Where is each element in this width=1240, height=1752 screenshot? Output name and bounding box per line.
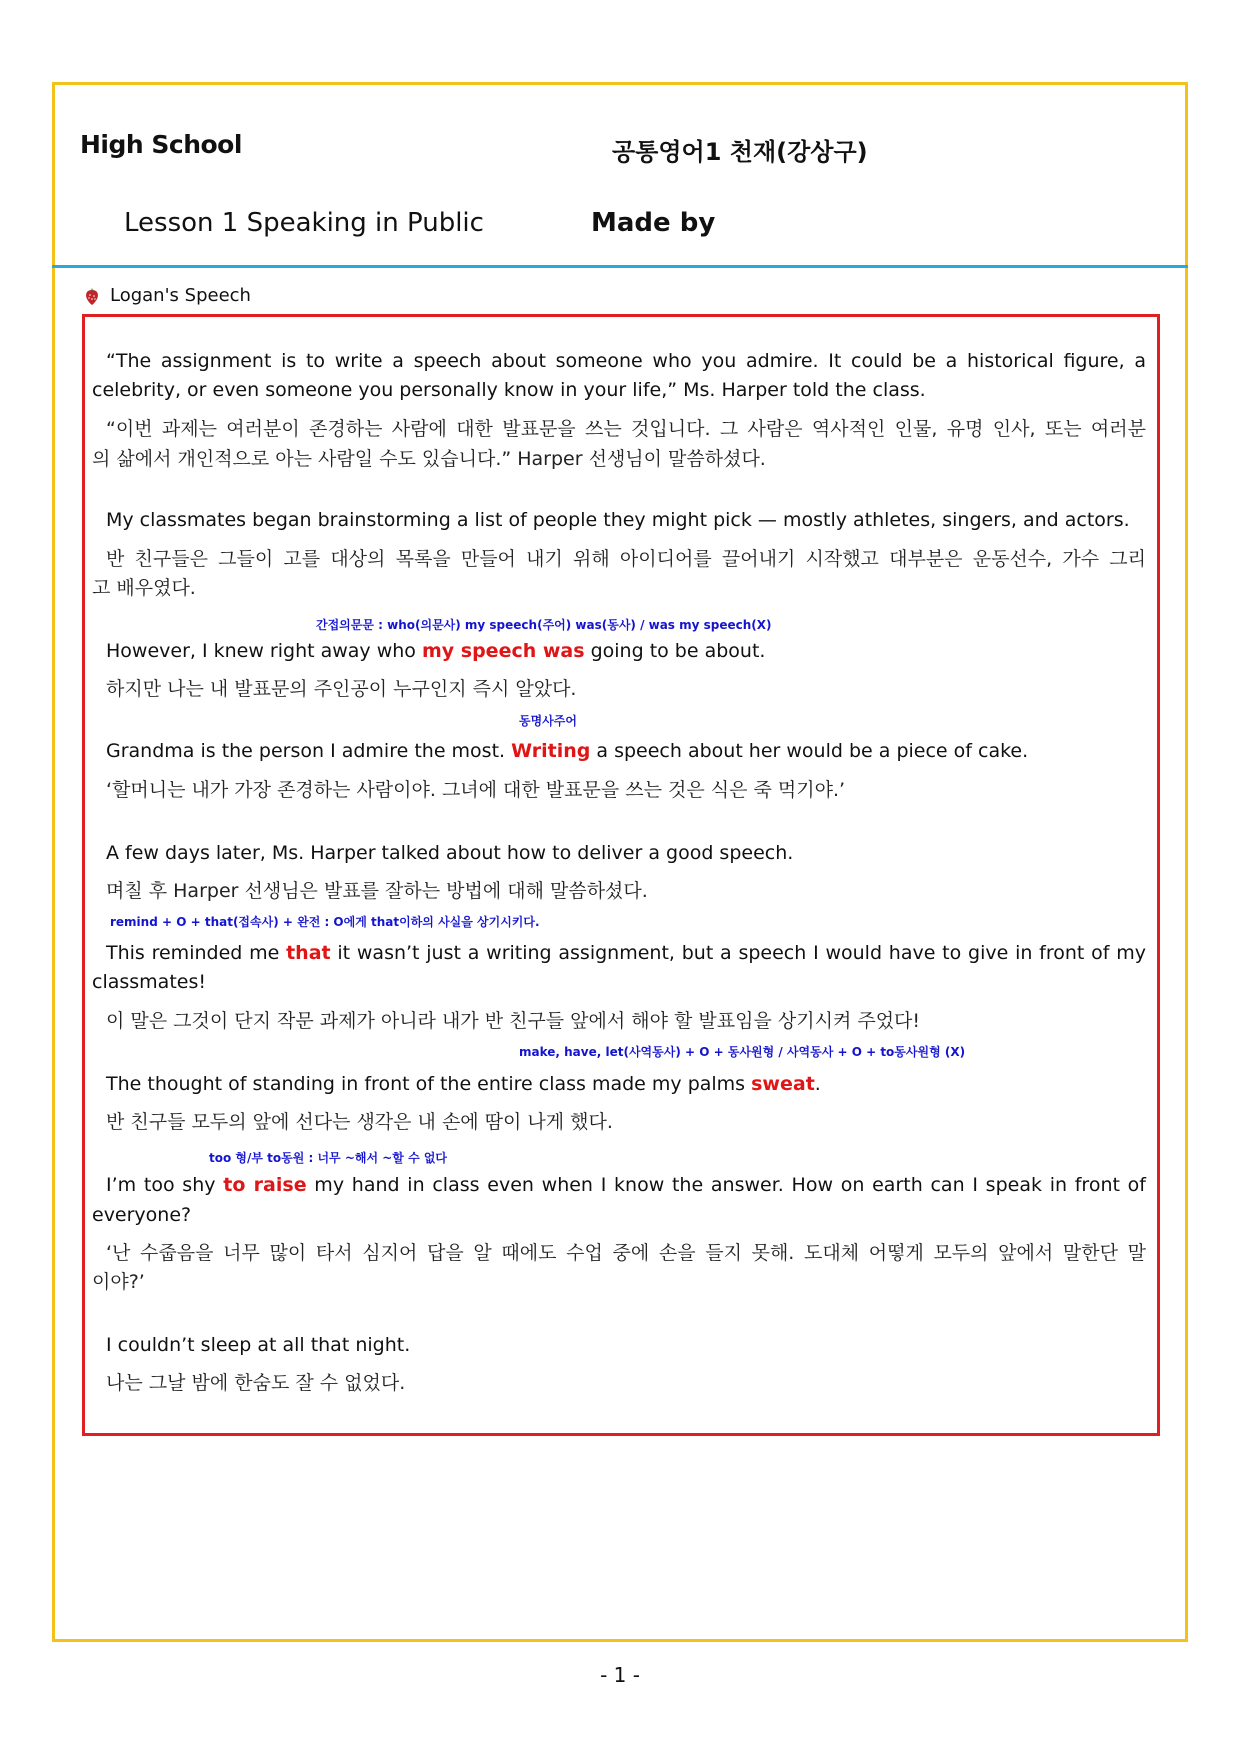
p4-en-highlight: Writing	[511, 740, 591, 762]
grammar-note-causative: make, have, let(사역동사) + O + 동사원형 / 사역동사 + O + to동사원형 (X)	[519, 1045, 966, 1059]
made-by: Made by	[591, 208, 716, 238]
p8-ko-line2: 이야?’	[92, 1271, 145, 1293]
p2-ko-line2: 고 배우였다.	[92, 577, 196, 599]
p8-en-line1	[106, 1174, 1146, 1196]
p7-en-text-a: The thought of standing in front of the entire class made my palms	[106, 1073, 752, 1095]
p8-en-highlight: to raise	[223, 1174, 307, 1196]
p4-ko: ‘할머니는 내가 가장 존경하는 사람이야. 그녀에 대한 발표문을 쓰는 것은 식은 죽 먹기야.’	[106, 779, 846, 801]
p3-en-text-b: going to be about.	[584, 640, 766, 662]
school-level: High School	[80, 130, 242, 159]
p5-ko: 며칠 후 Harper 선생님은 발표를 잘하는 방법에 대해 말씀하셨다.	[106, 880, 648, 902]
grammar-note-indirect-question: 간접의문문 : who(의문사) my speech(주어) was(동사) / was my speech(X)	[316, 618, 772, 632]
p7-en	[106, 1073, 821, 1095]
p4-en-text-b: a speech about her would be a piece of cake.	[590, 740, 1029, 762]
p9-ko: 나는 그날 밤에 한숨도 잘 수 없었다.	[106, 1372, 406, 1394]
grammar-note-gerund-subject: 동명사주어	[519, 714, 577, 728]
p1-ko-line2: 의 삶에서 개인적으로 아는 사람일 수도 있습니다.” Harper 선생님이 말씀하셨다.	[92, 448, 766, 470]
p4-en	[106, 740, 1028, 762]
p1-en-line2: celebrity, or even someone you personally know in your life,” Ms. Harper told the class.	[92, 379, 926, 401]
lesson-title: Lesson 1 Speaking in Public	[124, 208, 484, 238]
p6-en-line1	[106, 942, 1146, 964]
p1-ko-line1: “이번 과제는 여러분이 존경하는 사람에 대한 발표문을 쓰는 것입니다. 그 사람은 역사적인 인물, 유명 인사, 또는 여러분	[106, 418, 1146, 440]
section-title: Logan's Speech	[110, 285, 251, 306]
passage-box	[82, 314, 1160, 1436]
header-divider	[52, 265, 1188, 268]
p1-en-line1: “The assignment is to write a speech about someone who you admire. It could be a historical figure, a	[106, 350, 1146, 372]
p3-en-highlight: my speech was	[421, 640, 585, 662]
p8-en-text-a: I’m too shy	[106, 1174, 224, 1196]
p8-ko-line1: ‘난 수줍음을 너무 많이 타서 심지어 답을 알 때에도 수업 중에 손을 들지 못해. 도대체 어떻게 모두의 앞에서 말한단 말	[106, 1242, 1146, 1264]
grammar-note-too-to: too 형/부 to동원 : 너무 ~해서 ~할 수 없다	[209, 1151, 448, 1165]
p2-ko-line1: 반 친구들은 그들이 고를 대상의 목록을 만들어 내기 위해 아이디어를 끌어내기 시작했고 대부분은 운동선수, 가수 그리	[106, 548, 1146, 570]
p7-en-text-b: .	[814, 1073, 821, 1095]
p6-ko: 이 말은 그것이 단지 작문 과제가 아니라 내가 반 친구들 앞에서 해야 할 발표임을 상기시켜 주었다!	[106, 1010, 921, 1032]
p2-en: My classmates began brainstorming a list of people they might pick — mostly athletes, singers, and actors.	[106, 509, 1130, 531]
p7-en-highlight: sweat	[751, 1073, 815, 1095]
p3-en-text-a: However, I knew right away who	[106, 640, 422, 662]
p6-en-line2: classmates!	[92, 971, 206, 993]
p3-ko: 하지만 나는 내 발표문의 주인공이 누구인지 즉시 알았다.	[106, 678, 577, 700]
p8-en-line2: everyone?	[92, 1204, 192, 1226]
course-title: 공통영어1 천재(강상구)	[612, 138, 868, 166]
p5-en: A few days later, Ms. Harper talked about how to deliver a good speech.	[106, 842, 794, 864]
strawberry-icon	[84, 287, 100, 305]
grammar-note-remind-that: remind + O + that(접속사) + 완전 : O에게 that이하의 사실을 상기시키다.	[110, 915, 540, 929]
p8-en-text-b: my hand in class even when I know the answer. How on earth can I speak in front of	[306, 1174, 1146, 1196]
p7-ko: 반 친구들 모두의 앞에 선다는 생각은 내 손에 땀이 나게 했다.	[106, 1111, 613, 1133]
p6-en-text-b: it wasn’t just a writing assignment, but a speech I would have to give in front of my	[330, 942, 1146, 964]
p6-en-highlight: that	[286, 942, 331, 964]
p9-en: I couldn’t sleep at all that night.	[106, 1334, 411, 1356]
p3-en	[106, 640, 765, 662]
p4-en-text-a: Grandma is the person I admire the most.	[106, 740, 512, 762]
page-number: - 1 -	[600, 1663, 640, 1687]
p6-en-text-a: This reminded me	[106, 942, 287, 964]
